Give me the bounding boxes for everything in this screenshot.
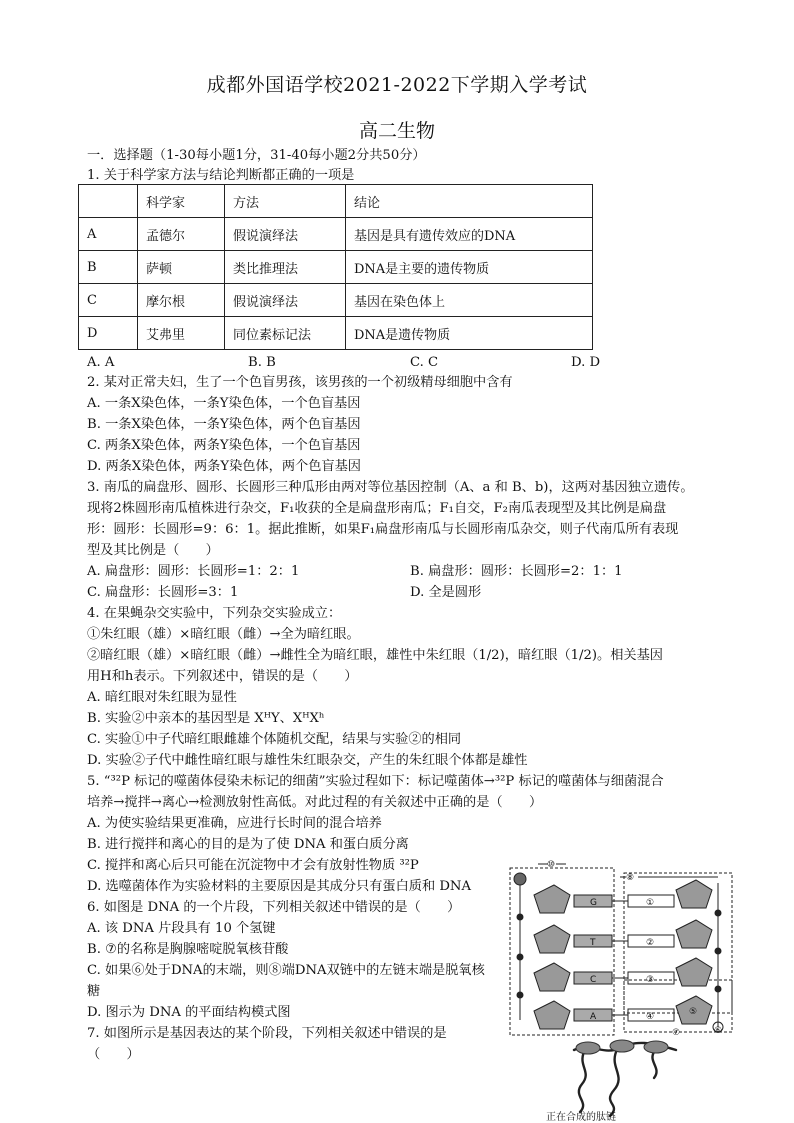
phosphate-dot xyxy=(517,914,523,920)
q5-option-c[interactable]: C. 搅拌和离心后只可能在沉淀物中才会有放射性物质 ³²P xyxy=(87,858,419,873)
table-cell: 基因是具有遗传效应的DNA xyxy=(346,218,593,251)
q7-stem: 7. 如图所示是基因表达的某个阶段，下列相关叙述中错误的是 xyxy=(87,1026,447,1041)
table-row xyxy=(79,317,593,350)
table-cell: D xyxy=(79,317,138,350)
q4-stem-line4: 用H和h表示。下列叙述中，错误的是（ ） xyxy=(87,669,358,684)
right-sugar xyxy=(676,920,712,948)
table-cell: 萨顿 xyxy=(138,251,225,284)
phosphate-dot xyxy=(715,910,721,916)
table-cell: 类比推理法 xyxy=(225,251,346,284)
q3-option-a[interactable]: A. 扁盘形：圆形：长圆形=1：2：1 xyxy=(87,564,300,579)
q6-option-c-cont: 糖 xyxy=(87,984,101,999)
label-8: ⑧ xyxy=(626,873,635,883)
q6-option-b[interactable]: B. ⑦的名称是胸腺嘧啶脱氧核苷酸 xyxy=(87,942,289,957)
table-cell: C xyxy=(79,284,138,317)
peptide-chain xyxy=(610,1052,619,1116)
table-row xyxy=(79,284,593,317)
label-6: ⑥ xyxy=(714,1026,723,1036)
table-header-cell xyxy=(79,185,138,218)
q5-stem-line2: 培养→搅拌→离心→检测放射性高低。对此过程的有关叙述中正确的是（ ） xyxy=(87,795,543,810)
q6-option-d[interactable]: D. 图示为 DNA 的平面结构模式图 xyxy=(87,1005,291,1020)
table-cell: 艾弗里 xyxy=(138,317,225,350)
q3-option-b[interactable]: B. 扁盘形：圆形：长圆形=2：1：1 xyxy=(410,564,623,579)
table-cell: 孟德尔 xyxy=(138,218,225,251)
right-sugar xyxy=(676,880,712,908)
label-2: ② xyxy=(646,938,655,948)
q1-option-b[interactable]: B. B xyxy=(248,355,276,370)
q5-option-d[interactable]: D. 选噬菌体作为实验材料的主要原因是其成分只有蛋白质和 DNA xyxy=(87,879,471,894)
right-sugar xyxy=(676,958,712,986)
table-cell: 基因在染色体上 xyxy=(346,284,593,317)
exam-subtitle: 高二生物 xyxy=(358,120,435,142)
label-1: ① xyxy=(646,898,655,908)
q4-stem-line1: 4. 在果蝇杂交实验中，下列杂交实验成立： xyxy=(87,606,342,621)
q1-option-a[interactable]: A. A xyxy=(87,355,115,370)
table-header-cell: 科学家 xyxy=(138,185,225,218)
q2-option-a[interactable]: A. 一条X染色体，一条Y染色体，一个色盲基因 xyxy=(87,396,361,411)
table-header-cell: 结论 xyxy=(346,185,593,218)
q4-stem-line3: ②暗红眼（雄）×暗红眼（雌）→雌性全为暗红眼，雄性中朱红眼（1/2)，暗红眼（1/2)。相关基因 xyxy=(87,648,663,663)
q6-option-c[interactable]: C. 如果⑥处于DNA的末端，则⑧端DNA双链中的左链末端是脱氧核 xyxy=(87,963,485,978)
q4-option-a[interactable]: A. 暗红眼对朱红眼为显性 xyxy=(87,690,237,705)
q2-stem: 2. 某对正常夫妇，生了一个色盲男孩，该男孩的一个初级精母细胞中含有 xyxy=(87,375,513,390)
q2-option-d[interactable]: D. 两条X染色体，两条Y染色体，两个色盲基因 xyxy=(87,459,361,474)
phosphate-dot xyxy=(715,948,721,954)
table-row xyxy=(79,218,593,251)
q1-table xyxy=(78,184,593,350)
q1-option-c[interactable]: C. C xyxy=(410,355,439,370)
q2-option-c[interactable]: C. 两条X染色体，两条Y染色体，一个色盲基因 xyxy=(87,438,361,453)
phosphate-dot xyxy=(517,992,523,998)
q2-option-b[interactable]: B. 一条X染色体，一条Y染色体，两个色盲基因 xyxy=(87,417,361,432)
table-cell: 同位素标记法 xyxy=(225,317,346,350)
q3-stem-line3: 形：圆形：长圆形=9：6：1。据此推断，如果F₁扁盘形南瓜与长圆形南瓜杂交，则子代南瓜所有表现 xyxy=(87,522,679,537)
label-4: ④ xyxy=(646,1012,655,1022)
peptide-chain xyxy=(652,1052,656,1078)
left-sugar xyxy=(534,925,570,953)
q4-stem-line2: ①朱红眼（雄）×暗红眼（雌）→全为暗红眼。 xyxy=(87,627,360,642)
label-5: ⑤ xyxy=(689,1007,698,1017)
section-heading: 一．选择题（1-30每小题1分，31-40每小题2分共50分） xyxy=(87,148,426,163)
table-header-row xyxy=(79,185,593,218)
q3-stem-line1: 3. 南瓜的扁盘形、圆形、长圆形三种瓜形由两对等位基因控制（A、a 和 B、b)，这两对基因独立遗传。 xyxy=(87,480,694,495)
table-cell: 假说演绎法 xyxy=(225,284,346,317)
q5-option-b[interactable]: B. 进行搅拌和离心的目的是为了使 DNA 和蛋白质分离 xyxy=(87,837,409,852)
exam-title: 成都外国语学校2021-2022下学期入学考试 xyxy=(206,74,588,96)
q3-option-d[interactable]: D. 全是圆形 xyxy=(410,585,482,600)
q3-stem-line2: 现将2株圆形南瓜植株进行杂交，F₁收获的全是扁盘形南瓜；F₁自交，F₂南瓜表现型及其比例是扁盘 xyxy=(87,501,667,516)
base-letter: A xyxy=(590,1012,597,1022)
ribosome xyxy=(644,1041,668,1053)
table-cell: B xyxy=(79,251,138,284)
label-7: ⑦ xyxy=(672,1028,681,1037)
q1-option-d[interactable]: D. D xyxy=(571,355,601,370)
base-letter: G xyxy=(590,898,597,908)
q6-option-a[interactable]: A. 该 DNA 片段具有 10 个氢键 xyxy=(87,921,276,936)
left-sugar xyxy=(534,963,570,991)
phosphate-dot xyxy=(517,954,523,960)
peptide-chain xyxy=(579,1052,586,1112)
phosphate-circle xyxy=(514,873,526,885)
q1-stem: 1. 关于科学家方法与结论判断都正确的一项是 xyxy=(87,168,355,183)
q6-stem: 6. 如图是 DNA 的一个片段，下列相关叙述中错误的是（ ） xyxy=(87,900,461,915)
table-header-cell: 方法 xyxy=(225,185,346,218)
hydrogen-bonds xyxy=(612,901,628,1015)
q4-option-d[interactable]: D. 实验②子代中雌性暗红眼与雄性朱红眼杂交，产生的朱红眼个体都是雄性 xyxy=(87,753,528,768)
table-cell: DNA是遗传物质 xyxy=(346,317,593,350)
q5-stem-line1: 5. “³²P 标记的噬菌体侵染未标记的细菌”实验过程如下：标记噬菌体→³²P 标记的噬菌体与细菌混合 xyxy=(87,774,664,789)
label-3: ③ xyxy=(646,975,655,985)
table-row xyxy=(79,251,593,284)
left-sugar xyxy=(534,885,570,913)
label-10: ⑩ xyxy=(547,860,556,870)
figure-caption: 正在合成的肽链 xyxy=(546,1112,616,1123)
table-cell: A xyxy=(79,218,138,251)
ribosome xyxy=(610,1040,634,1052)
q3-option-c[interactable]: C. 扁盘形：长圆形=3：1 xyxy=(87,585,239,600)
q3-stem-line4: 型及其比例是（ ） xyxy=(87,543,219,558)
q4-option-c[interactable]: C. 实验①中子代暗红眼雌雄个体随机交配，结果与实验②的相同 xyxy=(87,732,462,747)
base-letter: C xyxy=(590,975,597,985)
phosphate-dot xyxy=(715,986,721,992)
dna-structure-diagram xyxy=(508,855,736,1037)
table-cell: 假说演绎法 xyxy=(225,218,346,251)
table-cell: DNA是主要的遗传物质 xyxy=(346,251,593,284)
base-letter: T xyxy=(590,938,596,948)
left-sugar xyxy=(534,1001,570,1029)
q7-paren: （ ） xyxy=(87,1047,140,1062)
table-cell: 摩尔根 xyxy=(138,284,225,317)
q4-option-b[interactable]: B. 实验②中亲本的基因型是 XᴴY、XᴴXʰ xyxy=(87,711,325,726)
q5-option-a[interactable]: A. 为使实验结果更准确，应进行长时间的混合培养 xyxy=(87,816,382,831)
ribosome xyxy=(576,1042,600,1054)
